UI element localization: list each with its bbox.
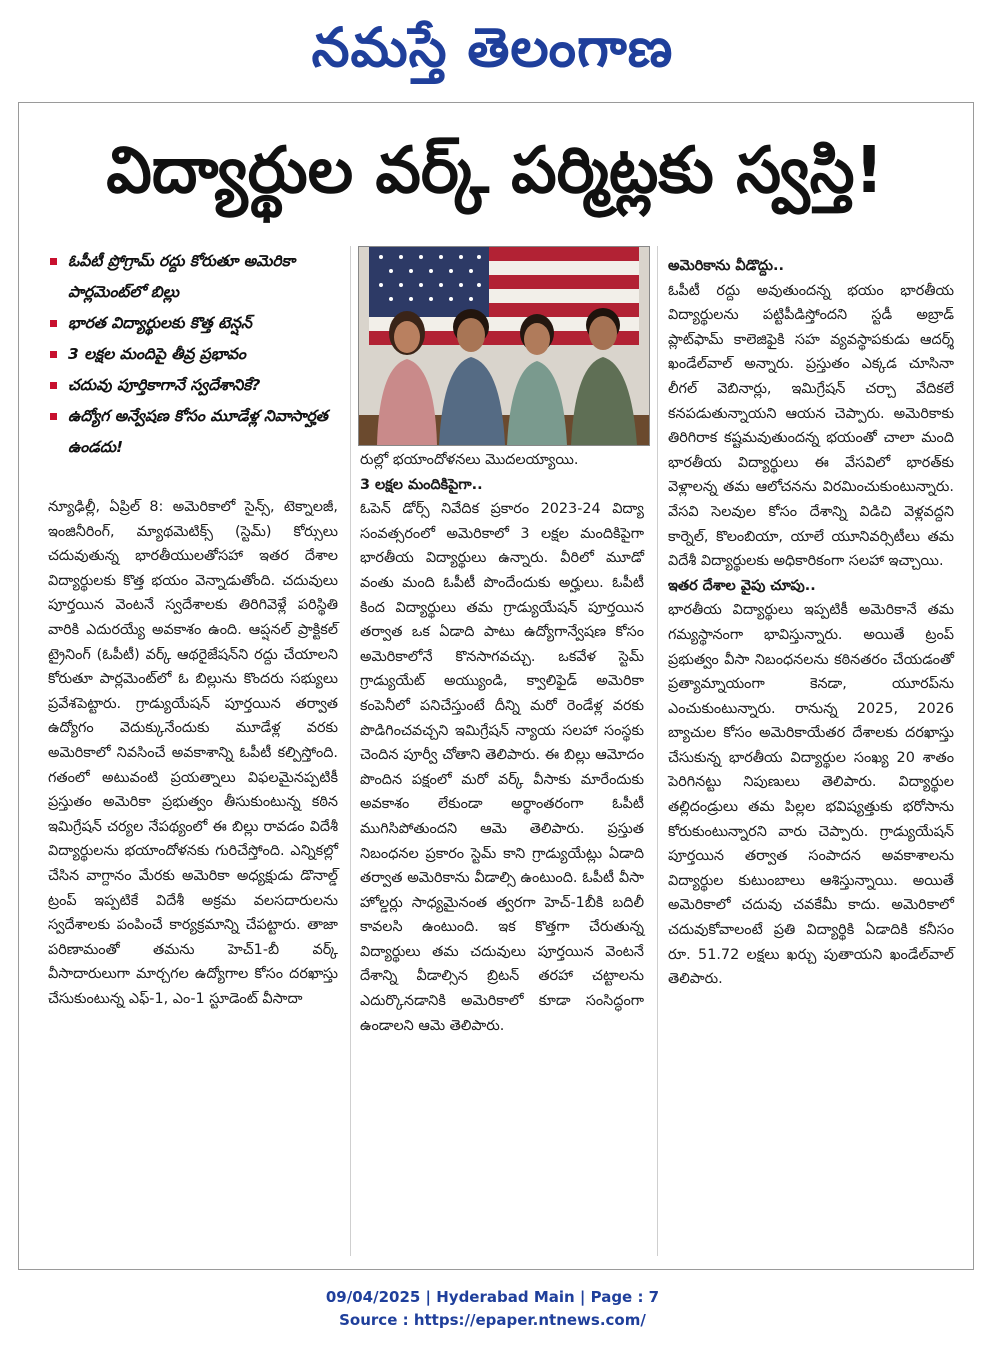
article-paragraph: ఓపీటీ రద్దు అవుతుందన్న భయం భారతీయ విద్యార్థులను పట్టిపీడిస్తోందని స్టడీ అబ్రాడ్‌ ప్లాట్‌ఫామ్‌ కాలెజిఫైకి సహ వ్యవస్థాపకుడు ఆదర్శ్‌ ఖండేల్‌వాల్‌ అన్నారు. ప్రస్తుతం ఎక్కడ చూసినా లీగల్‌ వెబినార్లు, ఇమిగ్రేషన్‌ చర్చా వేదికలే కనపడుతున్నాయని ఆయన చెప్పారు. అమెరికాకు తిరిగిరాక కష్టమవుతుందన్న భయంతో చాలా మంది భారతీయ విద్యార్థులు ఈ వేసవిలో భారత్‌కు వెళ్లాలన్న తమ ఆలోచనను విరమించుకుంటున్నారు. వేసవి సెలవుల కోసం దేశాన్ని విడిచి వెళ్లవద్దని కార్నెల్‌, కొలంబియా, యాలే యూనివర్సిటీలు తమ విదేశీ విద్యార్థులకు అధికారికంగా సలహా ఇచ్చాయి. (668, 282, 954, 570)
article-paragraph: ఓపెన్‌ డోర్స్‌ నివేదిక ప్రకారం 2023-24 విద్యా సంవత్సరంలో అమెరికాలో 3 లక్షల మందికిపైగా భారతీయ విద్యార్థులు ఉన్నారు. వీరిలో మూడో వంతు మంది ఓపీటీ పొందేందుకు అర్హులు. ఓపీటీ కింద విద్యార్థులు తమ గ్రాడ్యుయేషన్‌ పూర్తయిన తర్వాత ఒక ఏడాది పాటు ఉద్యోగాన్వేషణ కోసం అమెరికాలోనే కొనసాగవచ్చు. ఒకవేళ స్టెమ్‌ గ్రాడ్యుయేట్‌ అయ్యుండి, క్వాలిఫైడ్‌ అమెరికా కంపెనీలో పనిచేస్తుంటే దీన్ని మరో రెండేళ్ల వరకు పొడిగించవచ్చని ఇమిగ్రేషన్‌ న్యాయ సలహా సంస్థకు చెందిన పూర్వీ చోతాని తెలిపారు. ఈ బిల్లు ఆమోదం పొందిన పక్షంలో మరో వర్క్‌ వీసాకు మారేందుకు అవకాశం లేకుండా అర్థాంతరంగా ఓపీటీ ముగిసిపోతుందని ఆమె తెలిపారు. ప్రస్తుత నిబంధనల ప్రకారం స్టెమ్‌ కాని గ్రాడ్యుయేట్లు ఏడాది తర్వాత అమెరికాను వీడాల్సి ఉంటుంది. ఓపీటీ వీసా హోల్డర్లు సాధ్యమైనంత త్వరగా హెచ్‌-1బీకి బదిలీ కావలసి ఉంటుంది. ఇక కొత్తగా చేరుతున్న విద్యార్థులు తమ చదువులు పూర్తయిన వెంటనే దేశాన్ని వీడాల్సిన బ్రిటన్‌ తరహా చట్టాలను ఎదుర్కొనడానికి అమెరికాలో కూడా సంసిద్ధంగా ఉండాలని ఆమె తెలిపారు. (360, 501, 644, 1034)
highlight-item: ఓపీటీ ప్రోగ్రామ్‌ రద్దు కోరుతూ అమెరికా పార్లమెంట్‌లో బిల్లు (48, 246, 348, 308)
column-divider (350, 246, 351, 1256)
subheading: ఇతర దేశాల వైపు చూపు.. (668, 577, 816, 594)
headline: విద్యార్థుల వర్క్‌ పర్మిట్లకు స్వస్తి! (106, 134, 884, 208)
article-paragraph: రుల్లో భయాందోళనలు మొదలయ్యాయి. (360, 452, 579, 468)
footer-edition-info: 09/04/2025 | Hyderabad Main | Page : 7 (325, 1288, 660, 1306)
article-column-2 (360, 448, 644, 1038)
article-paragraph: న్యూఢిల్లీ, ఏప్రిల్‌ 8: అమెరికాలో సైన్స్‌, టెక్నాలజీ, ఇంజినీరింగ్‌, మ్యాథమెటిక్స్‌ (స్టెమ్‌) కోర్సులు చదువుతున్న భారతీయులతోసహా ఇతర దేశాల విద్యార్థులకు కొత్త భయం వెన్నాడుతోంది. చదువులు పూర్తయిన వెంటనే స్వదేశాలకు తిరిగివెళ్లే పరిస్థితి వారికి ఎదురయ్యే అవకాశం ఉంది. ఆప్షనల్‌ ప్రాక్టికల్‌ ట్రైనింగ్‌ (ఓపీటీ) వర్క్‌ ఆథరైజేషన్‌ని రద్దు చేయాలని కోరుతూ పార్లమెంట్‌లో ఓ బిల్లును కొందరు సభ్యులు ప్రవేశపెట్టారు. గ్రాడ్యుయేషన్‌ పూర్తయిన తర్వాత ఉద్యోగం వెదుక్కునేందుకు మూడేళ్ల వరకు అమెరికాలో నివసించే అవకాశాన్ని ఓపీటీ కల్పిస్తోంది. గతంలో అటువంటి ప్రయత్నాలు విఫలమైనప్పటికీ ప్రస్తుతం అమెరికా ప్రభుత్వం తీసుకుంటున్న కఠిన ఇమిగ్రేషన్‌ చర్యల నేపథ్యంలో ఈ బిల్లు రావడం విదేశీ విద్యార్థులను భయాందోళనకు గురిచేస్తోంది. ఎన్నికల్లో చేసిన వాగ్దానం మేరకు అమెరికా అధ్యక్షుడు డొనాల్డ్‌ ట్రంప్‌ ఇప్పటికే విదేశీ అక్రమ వలసదారులను స్వదేశాలకు పంపించే కార్యక్రమాన్ని చేపట్టారు. తాజా పరిణామంతో తమను హెచ్‌1-బీ వర్క్‌ వీసాదారులుగా మార్చగల ఉద్యోగాల కోసం దరఖాస్తు చేసుకుంటున్న ఎఫ్‌-1, ఎం-1 స్టూడెంట్‌ వీసాదా (48, 499, 338, 1007)
article-column-1 (48, 495, 338, 1011)
article-column-3 (668, 254, 954, 992)
subheading: 3 లక్షల మందికిపైగా.. (360, 476, 483, 493)
photo-illustration (359, 247, 649, 445)
highlight-item: భారత విద్యార్థులకు కొత్త టెన్షన్‌ (48, 308, 348, 339)
masthead-logo: నమస్తే తెలంగాణ (311, 16, 674, 79)
column-divider (657, 246, 658, 1256)
footer-source[interactable]: Source : https://epaper.ntnews.com/ (339, 1311, 646, 1329)
highlight-item: చదువు పూర్తికాగానే స్వదేశానికే? (48, 370, 348, 401)
highlights-list (48, 246, 348, 463)
students-flag-photo (358, 246, 650, 446)
highlight-item: 3 లక్షల మందిపై తీవ్ర ప్రభావం (48, 339, 348, 370)
article-paragraph: భారతీయ విద్యార్థులు ఇప్పటికీ అమెరికానే తమ గమ్యస్థానంగా భావిస్తున్నారు. అయితే ట్రంప్‌ ప్రభుత్వం వీసా నిబంధనలను కఠినతరం చేయడంతో ప్రత్యామ్నాయంగా కెనడా, యూరప్‌ను ఎంచుకుంటున్నారు. రానున్న 2025, 2026 బ్యాచుల కోసం అమెరికాయేతర దేశాలకు దరఖాస్తు చేసుకున్న భారతీయ విద్యార్థుల సంఖ్య 20 శాతం పెరిగినట్టు నిపుణులు తెలిపారు. విద్యార్థుల తల్లిదండ్రులు తమ పిల్లల భవిష్యత్తుకు భరోసాను కోరుకుంటున్నారని వారు చెప్పారు. గ్రాడ్యుయేషన్‌ పూర్తయిన తర్వాత సంపాదన అవకాశాలను విద్యార్థుల కుటుంబాలు ఆశిస్తున్నాయి. అయితే అమెరికాలో చదువు చవకేమీ కాదు. అమెరికాలో చదువుకోవాలంటే ప్రతి విద్యార్థికి ఏడాదికి కనీసం రూ. 51.72 లక్షలు ఖర్చు పుతాయని ఖండేల్‌వాల్‌ తెలిపారు. (668, 602, 954, 988)
subheading: అమెరికాను వీడొద్దు.. (668, 258, 784, 274)
highlight-item: ఉద్యోగ అన్వేషణ కోసం మూడేళ్ల నివాసార్హత ఉండదు! (48, 401, 348, 463)
